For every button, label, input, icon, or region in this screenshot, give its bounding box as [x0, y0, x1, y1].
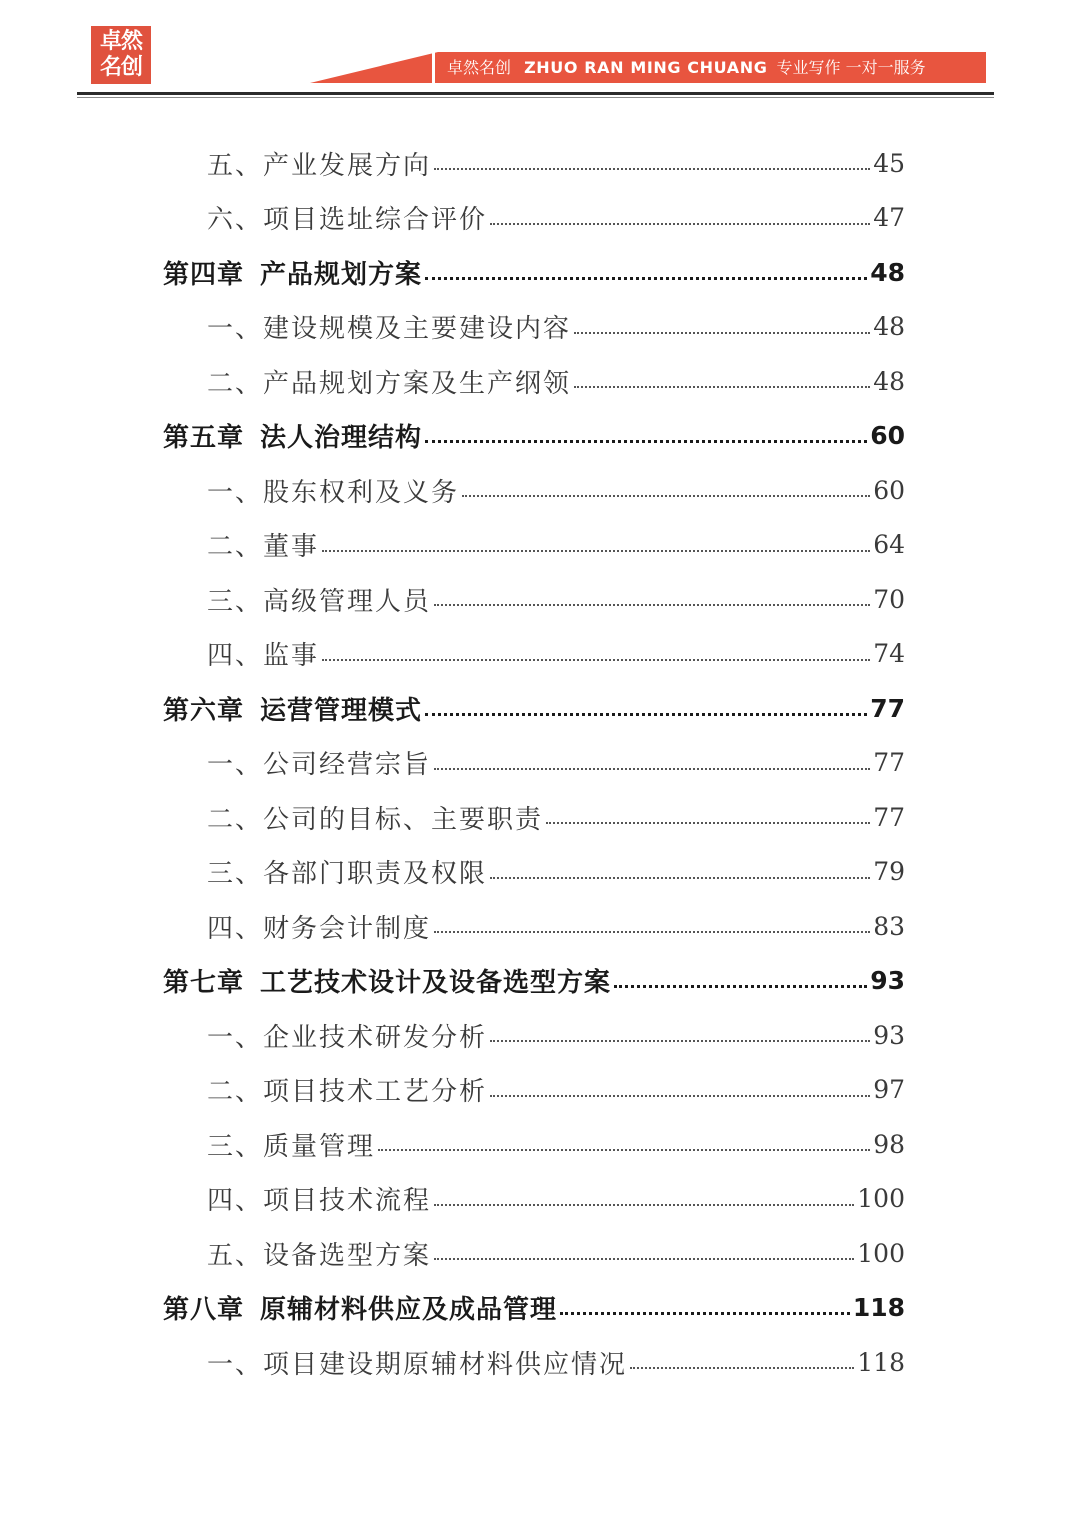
dot-leader: [434, 604, 870, 606]
toc-page-number: 60: [870, 421, 905, 451]
toc-entry-title: 三、高级管理人员: [207, 586, 432, 617]
toc-page-number: 60: [873, 475, 905, 505]
toc-section-entry[interactable]: [0, 463, 1080, 518]
toc-page-number: 47: [873, 203, 905, 233]
brand-name-en: ZHUO RAN MING CHUANG: [524, 58, 768, 77]
toc-section-entry[interactable]: [0, 572, 1080, 627]
header-banner: [438, 52, 986, 83]
chapter-title: 工艺技术设计及设备选型方案: [260, 968, 612, 999]
dot-leader: [574, 332, 870, 334]
toc-entry-title: 三、各部门职责及权限: [207, 859, 488, 890]
toc-page-number: 77: [873, 748, 905, 778]
toc-page-number: 45: [873, 148, 905, 178]
toc-entry-title: 六、项目选址综合评价: [207, 205, 488, 236]
toc-page-number: 118: [857, 1347, 905, 1377]
logo-line-2: 名创: [99, 55, 142, 80]
dot-leader: [322, 659, 870, 661]
dot-leader: [490, 1040, 870, 1042]
brand-slogan: 专业写作 一对一服务: [776, 58, 926, 77]
toc-page-number: 64: [873, 530, 905, 560]
table-of-contents: [0, 136, 1080, 1390]
toc-section-entry[interactable]: [0, 1117, 1080, 1172]
toc-page-number: 70: [873, 584, 905, 614]
toc-entry-title: 一、企业技术研发分析: [207, 1022, 488, 1053]
toc-entry-title: 一、公司经营宗旨: [207, 750, 432, 781]
toc-page-number: 77: [873, 802, 905, 832]
chapter-title: 产品规划方案: [260, 259, 423, 290]
chapter-title: 原辅材料供应及成品管理: [260, 1295, 558, 1326]
dot-leader: [490, 223, 870, 225]
toc-page-number: 48: [870, 257, 905, 287]
brand-logo: [91, 26, 151, 84]
chapter-number: 第四章: [163, 259, 245, 290]
toc-page-number: 93: [873, 1020, 905, 1050]
toc-entry-title: [163, 962, 611, 999]
dot-leader: [434, 768, 870, 770]
toc-section-entry[interactable]: [0, 845, 1080, 900]
toc-section-entry[interactable]: [0, 736, 1080, 791]
toc-section-entry[interactable]: [0, 354, 1080, 409]
dot-leader: [490, 1095, 870, 1097]
dot-leader: [490, 877, 870, 879]
toc-entry-title: 四、监事: [207, 641, 320, 672]
toc-section-entry[interactable]: [0, 1063, 1080, 1118]
header-rule-thick: [77, 92, 994, 95]
toc-page-number: 97: [873, 1075, 905, 1105]
toc-section-entry[interactable]: [0, 518, 1080, 573]
toc-page-number: 98: [873, 1129, 905, 1159]
header-rule-thin: [77, 97, 994, 98]
toc-section-entry[interactable]: [0, 899, 1080, 954]
toc-section-entry[interactable]: [0, 136, 1080, 191]
toc-section-entry[interactable]: [0, 300, 1080, 355]
toc-page-number: 100: [857, 1184, 905, 1214]
toc-entry-title: 二、项目技术工艺分析: [207, 1077, 488, 1108]
toc-section-entry[interactable]: [0, 191, 1080, 246]
chapter-title: 法人治理结构: [260, 423, 423, 454]
toc-chapter-entry[interactable]: [0, 245, 1080, 300]
toc-chapter-entry[interactable]: [0, 1281, 1080, 1336]
logo-line-1: 卓然: [99, 29, 142, 54]
chapter-number: 第五章: [163, 423, 245, 454]
toc-section-entry[interactable]: [0, 1335, 1080, 1390]
toc-entry-title: 二、产品规划方案及生产纲领: [207, 368, 572, 399]
toc-page-number: 48: [873, 366, 905, 396]
dot-leader: [574, 386, 870, 388]
dot-leader: [378, 1149, 870, 1151]
toc-entry-title: 四、财务会计制度: [207, 913, 432, 944]
toc-entry-title: 一、股东权利及义务: [207, 477, 460, 508]
dot-leader: [425, 277, 867, 280]
chapter-title: 运营管理模式: [260, 695, 423, 726]
chapter-number: 第六章: [163, 695, 245, 726]
toc-chapter-entry[interactable]: [0, 409, 1080, 464]
dot-leader: [322, 550, 870, 552]
toc-page-number: 48: [873, 312, 905, 342]
toc-entry-title: 一、项目建设期原辅材料供应情况: [207, 1349, 628, 1380]
dot-leader: [434, 931, 870, 933]
toc-page-number: 118: [852, 1293, 905, 1323]
dot-leader: [434, 1258, 854, 1260]
toc-chapter-entry[interactable]: [0, 681, 1080, 736]
toc-page-number: 77: [870, 693, 905, 723]
toc-entry-title: [163, 254, 422, 291]
toc-section-entry[interactable]: [0, 1172, 1080, 1227]
dot-leader: [434, 1204, 854, 1206]
chapter-number: 第七章: [163, 968, 245, 999]
toc-page-number: 79: [873, 857, 905, 887]
toc-entry-title: 二、公司的目标、主要职责: [207, 804, 544, 835]
toc-entry-title: [163, 417, 422, 454]
toc-page-number: 74: [873, 639, 905, 669]
dot-leader: [630, 1367, 854, 1369]
dot-leader: [546, 822, 870, 824]
dot-leader: [425, 440, 867, 443]
chapter-number: 第八章: [163, 1295, 245, 1326]
banner-wedge: [310, 52, 438, 83]
dot-leader: [614, 985, 867, 988]
toc-section-entry[interactable]: [0, 790, 1080, 845]
toc-page-number: 83: [873, 911, 905, 941]
toc-page-number: 100: [857, 1238, 905, 1268]
brand-name-cn: 卓然名创: [447, 58, 512, 77]
toc-entry-title: [163, 690, 422, 727]
toc-page-number: 93: [870, 966, 905, 996]
toc-section-entry[interactable]: [0, 1008, 1080, 1063]
toc-entry-title: 五、设备选型方案: [207, 1240, 432, 1271]
toc-section-entry[interactable]: [0, 627, 1080, 682]
toc-section-entry[interactable]: [0, 1226, 1080, 1281]
toc-entry-title: 二、董事: [207, 532, 320, 563]
toc-entry-title: 四、项目技术流程: [207, 1186, 432, 1217]
toc-entry-title: 一、建设规模及主要建设内容: [207, 314, 572, 345]
dot-leader: [425, 713, 867, 716]
dot-leader: [462, 495, 870, 497]
dot-leader: [560, 1312, 850, 1315]
toc-chapter-entry[interactable]: [0, 954, 1080, 1009]
banner-separator: [432, 52, 435, 83]
toc-entry-title: [163, 1289, 557, 1326]
toc-entry-title: 五、产业发展方向: [207, 150, 432, 181]
dot-leader: [434, 168, 870, 170]
toc-entry-title: 三、质量管理: [207, 1131, 376, 1162]
